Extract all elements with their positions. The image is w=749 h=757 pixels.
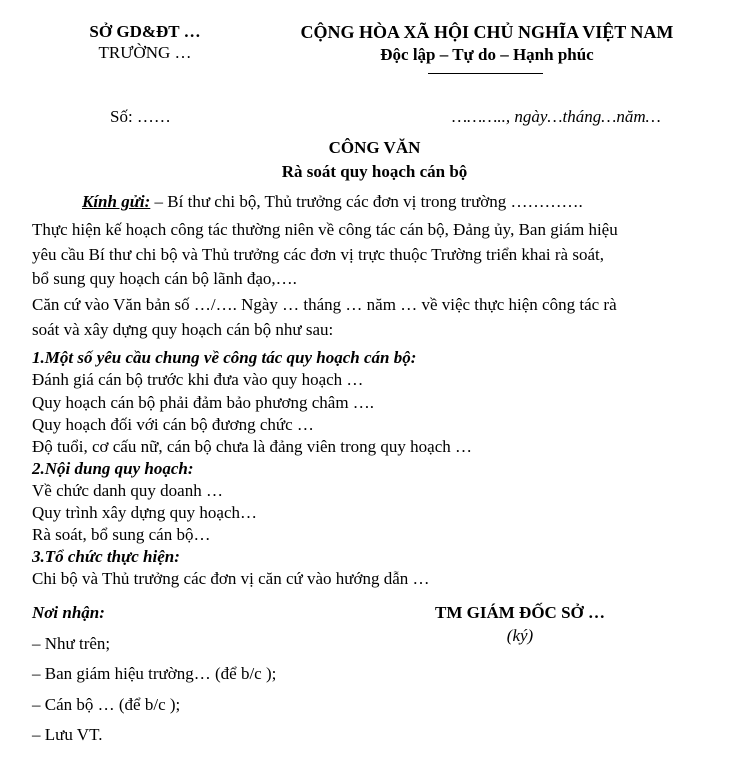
- recipient-line: [82, 192, 583, 212]
- document-subtitle: Rà soát quy hoạch cán bộ: [281, 162, 468, 181]
- recipients-label: Nơi nhận:: [32, 603, 105, 622]
- section-heading-3: 3.Tổ chức thực hiện:: [32, 547, 180, 566]
- recipient-item: – Cán bộ … (để b/c );: [32, 695, 181, 714]
- recipient-text: – Bí thư chi bộ, Thủ trưởng các đơn vị trong trường ………….: [150, 192, 583, 211]
- recipient-item: – Như trên;: [32, 634, 111, 653]
- issuing-department: SỞ GD&ĐT …: [89, 22, 201, 41]
- document-number: Số: ……: [110, 107, 171, 126]
- section-heading-2: 2.Nội dung quy hoạch:: [32, 459, 194, 478]
- recipient-label: Kính gửi:: [82, 192, 151, 211]
- list-item: Rà soát, bổ sung cán bộ…: [32, 525, 211, 544]
- paragraph-intro: [32, 218, 696, 292]
- recipient-item: – Ban giám hiệu trường… (để b/c );: [32, 664, 277, 683]
- list-item: Độ tuổi, cơ cấu nữ, cán bộ chưa là đảng viên trong quy hoạch …: [32, 437, 473, 456]
- date-place: [452, 107, 661, 127]
- section-heading-1: 1.Một số yêu cầu chung về công tác quy hoạch cán bộ:: [32, 348, 417, 367]
- national-motto: Độc lập – Tự do – Hạnh phúc: [380, 45, 594, 64]
- list-item: Chi bộ và Thủ trưởng các đơn vị căn cứ vào hướng dẫn …: [32, 569, 430, 588]
- paragraph-line: bổ sung quy hoạch cán bộ lãnh đạo,….: [32, 269, 297, 288]
- list-item: Về chức danh quy doanh …: [32, 481, 223, 500]
- list-item: Quy trình xây dựng quy hoạch…: [32, 503, 257, 522]
- paragraph-line: Thực hiện kế hoạch công tác thường niên về công tác cán bộ, Đảng ủy, Ban giám hiệu: [32, 220, 618, 239]
- list-item: Quy hoạch đối với cán bộ đương chức …: [32, 415, 314, 434]
- list-item: Đánh giá cán bộ trước khi đưa vào quy hoạch …: [32, 370, 364, 389]
- issuing-school: TRƯỜNG …: [98, 43, 192, 62]
- paragraph-line: soát và xây dựng quy hoạch cán bộ như sau:: [32, 319, 334, 339]
- signer-title: TM GIÁM ĐỐC SỞ …: [435, 603, 605, 622]
- national-title: CỘNG HÒA XÃ HỘI CHỦ NGHĨA VIỆT NAM: [300, 22, 674, 42]
- date-place-text: ………..,: [452, 107, 511, 126]
- document-title: CÔNG VĂN: [328, 138, 421, 157]
- paragraph-line: yêu cầu Bí thư chi bộ và Thủ trưởng các đơn vị trực thuộc Trường triển khai rà soát,: [32, 244, 604, 264]
- paragraph-basis: [32, 293, 696, 342]
- signature-note: (ký): [506, 626, 534, 645]
- list-item: Quy hoạch cán bộ phải đảm bảo phương châm ….: [32, 393, 375, 412]
- date-text: ngày…tháng…năm…: [514, 107, 661, 126]
- motto-underline: [428, 73, 543, 74]
- paragraph-line: Căn cứ vào Văn bản số …/…. Ngày … tháng … năm … về việc thực hiện công tác rà: [32, 295, 617, 314]
- recipient-item: – Lưu VT.: [32, 725, 103, 744]
